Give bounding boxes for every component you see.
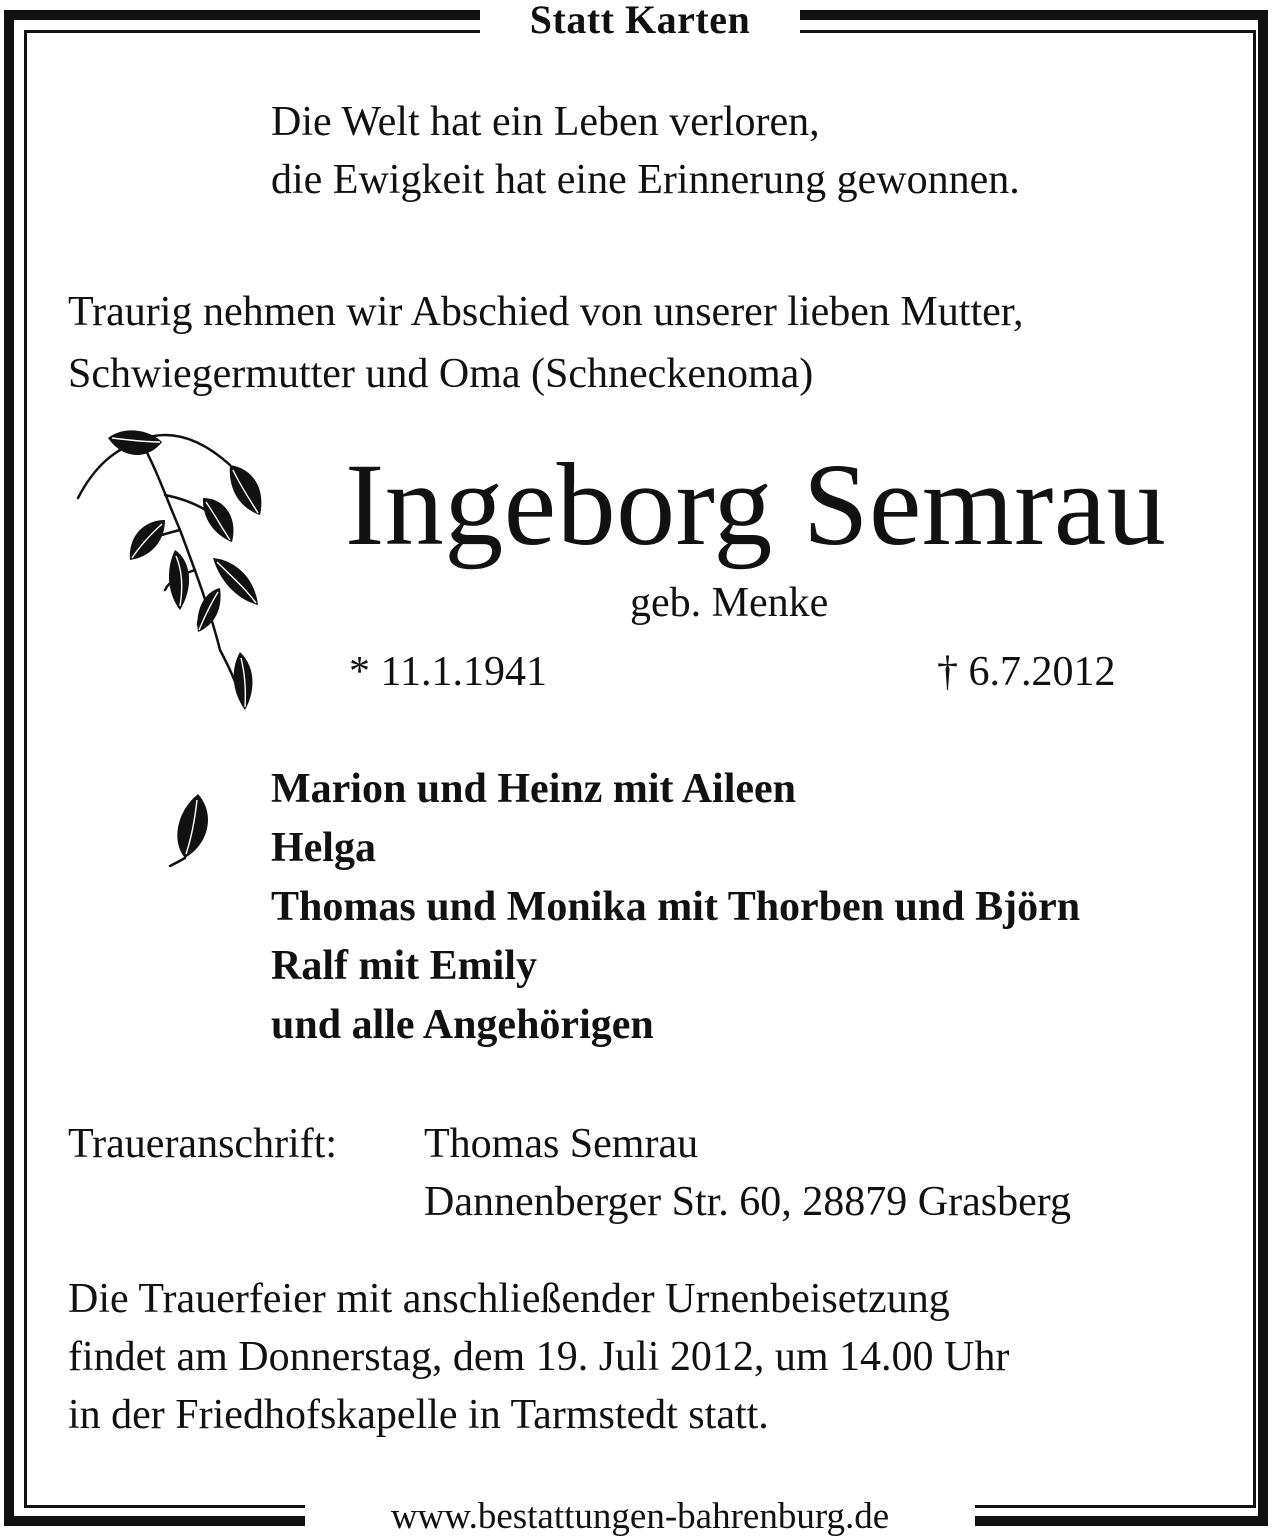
intro-text	[68, 281, 1024, 405]
deceased-name: Ingeborg Semrau	[345, 439, 1167, 570]
footer-url: www.bestattungen-bahrenburg.de	[305, 1494, 975, 1539]
birch-branch-icon	[70, 420, 280, 720]
birth-name: geb. Menke	[630, 580, 829, 626]
birch-leaf-icon	[160, 788, 215, 868]
mourner-line: Helga	[271, 825, 376, 871]
header-label: Statt Karten	[480, 0, 800, 40]
motto-line-2: die Ewigkeit hat eine Erinnerung gewonnen.	[271, 157, 1020, 203]
mourner-line: Thomas und Monika mit Thorben und Björn	[271, 884, 1081, 930]
intro-line-1: Traurig nehmen wir Abschied von unserer lieben Mutter,	[68, 289, 1024, 335]
mourner-line: Ralf mit Emily	[271, 943, 537, 989]
ceremony-line-3: in der Friedhofskapelle in Tarmstedt statt.	[68, 1392, 769, 1438]
address-label: Traueranschrift:	[68, 1121, 338, 1167]
ceremony-line-2: findet am Donnerstag, dem 19. Juli 2012, um 14.00 Uhr	[68, 1334, 1010, 1380]
ceremony-info	[68, 1270, 1009, 1444]
mourner-line: Marion und Heinz mit Aileen	[271, 766, 796, 812]
birth-date: * 11.1.1941	[349, 649, 547, 695]
motto	[271, 93, 1020, 209]
mourning-address	[424, 1115, 1071, 1231]
address-name: Thomas Semrau	[424, 1121, 699, 1167]
address-street: Dannenberger Str. 60, 28879 Grasberg	[424, 1179, 1071, 1225]
ceremony-line-1: Die Trauerfeier mit anschließender Urnenbeisetzung	[68, 1276, 950, 1322]
intro-line-2: Schwiegermutter und Oma (Schneckenoma)	[68, 351, 814, 397]
mourner-line: und alle Angehörigen	[271, 1002, 654, 1048]
motto-line-1: Die Welt hat ein Leben verloren,	[271, 99, 820, 145]
mourners-list	[271, 760, 1080, 1055]
death-date: † 6.7.2012	[937, 649, 1116, 695]
